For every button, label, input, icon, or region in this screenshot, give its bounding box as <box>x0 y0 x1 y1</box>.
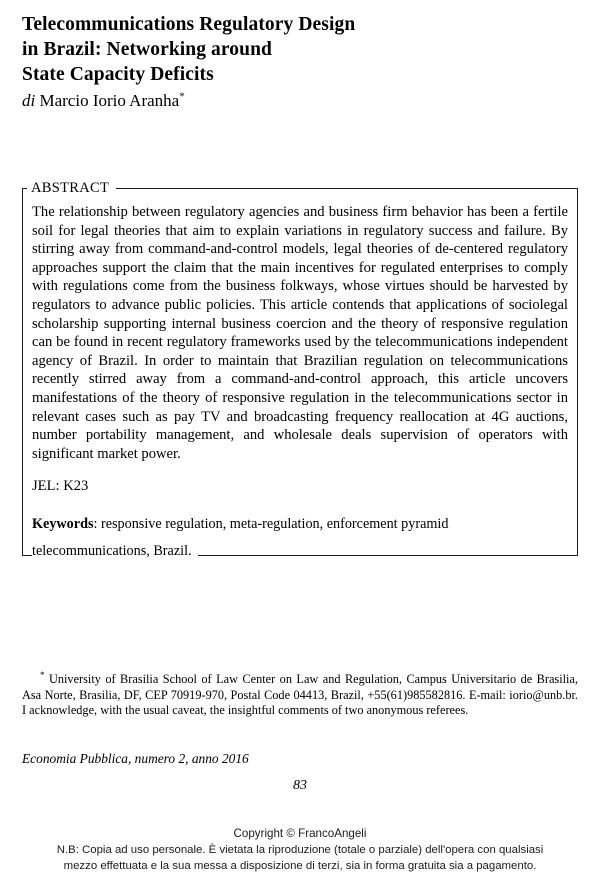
keywords-line-2: telecommunications, Brazil. <box>32 543 198 560</box>
keywords-block <box>32 515 568 559</box>
abstract-box <box>22 180 578 559</box>
page-title-line-2: in Brazil: Networking around <box>22 39 272 60</box>
keywords-line-1 <box>32 516 568 533</box>
abstract-body: The relationship between regulatory agencies and business firm behavior has been a fertile soil for legal theories that aim to explain variations in regulatory success and failure. By stirring away from command-and-control models, legal theories of de-centered regulatory approaches support the claim that the main incentives for regulated enterprises to comply with regulations come from the business folkways, whose virtues should be harvested by regulators to advance public policies. This article contends that applications of sociolegal scholarship supporting internal business coercion and the theory of responsive regulation can be found in recent regulatory frameworks used by the telecommunications independent agency of Brazil. In order to maintain that Brazilian regulation on telecommunications recently stirred away from a command-and-control approach, this article uncovers manifestations of the theory of responsive regulation in the telecommunications sector in relevant cases such as pay TV and broadcasting frequency reallocation at 4G auctions, number portability management, and wholesale deals supervision of operators with significant market power. <box>32 204 568 462</box>
notice-line-2: mezzo effettuata e la sua messa a disposizione di terzi, sia in forma gratuita sia a pagamento. <box>63 860 537 872</box>
title-block <box>22 12 578 113</box>
footnote-marker: * <box>40 669 45 680</box>
abstract-content <box>23 189 577 559</box>
author-footnote-marker: * <box>179 90 185 103</box>
keywords-label: Keywords <box>32 515 94 532</box>
author-footnote <box>22 669 578 719</box>
keywords-values-1: : responsive regulation, meta-regulation, enforcement pyramid <box>93 515 449 532</box>
author-byline <box>22 89 578 113</box>
page-title-line-1: Telecommunications Regulatory Design <box>22 14 356 35</box>
jel-classification: JEL: K23 <box>32 478 89 495</box>
footnote-text: University of Brasilia School of Law Center on Law and Regulation, Campus Universitario de Brasilia, Asa Norte, Brasilia, DF, CEP 70919-970, Postal Code 04413, Brazil, +55(61)985582816. E-mail: iorio@unb.br. I acknowledge, with the usual caveat, the insightful comments of two anonymous referees. <box>22 672 578 718</box>
byline-prefix: di <box>22 91 36 110</box>
page-number: 83 <box>293 778 307 793</box>
abstract-label: ABSTRACT <box>27 179 116 197</box>
journal-citation: Economia Pubblica, numero 2, anno 2016 <box>22 751 249 766</box>
copyright-line: Copyright © FrancoAngeli <box>233 827 367 840</box>
author-name: Marcio Iorio Aranha <box>39 91 180 110</box>
page-title-line-3: State Capacity Deficits <box>22 64 214 85</box>
publisher-footer <box>0 826 600 874</box>
notice-line-1: N.B: Copia ad uso personale. È vietata la riproduzione (totale o parziale) dell'opera con qualsiasi <box>56 844 544 856</box>
